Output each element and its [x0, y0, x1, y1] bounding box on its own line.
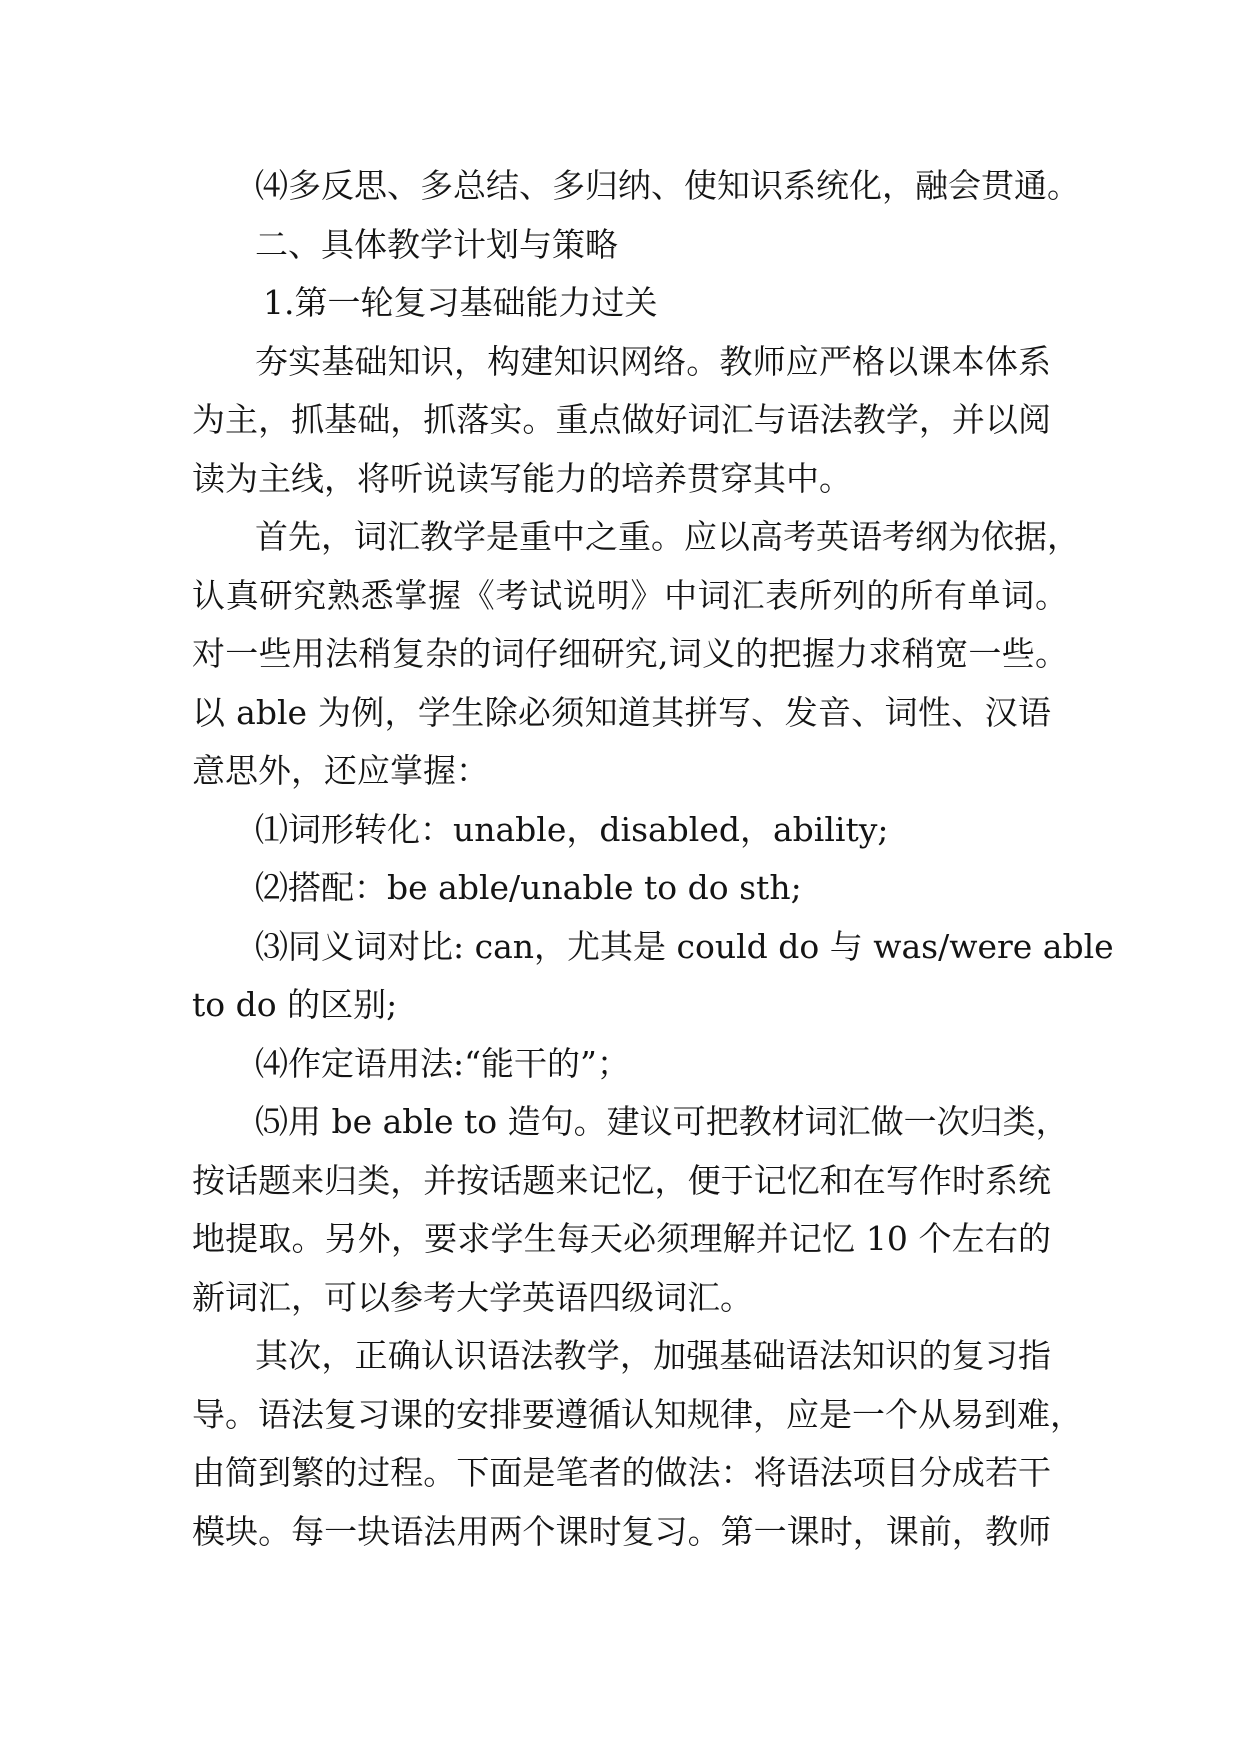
- paragraph: [0, 508, 1241, 801]
- body-line: 认真研究熟悉掌握《考试说明》中词汇表所列的所有单词。: [192, 575, 1068, 615]
- body-line: ⑷作定语用法:“能干的”；: [255, 1043, 630, 1083]
- body-line: 由简到繁的过程。下面是笔者的做法：将语法项目分成若干: [192, 1453, 1051, 1492]
- body-line: 读为主线，将听说读写能力的培养贯穿其中。: [192, 458, 852, 498]
- list-item: [0, 859, 1241, 918]
- body-line: 其次，正确认识语法教学，加强基础语法知识的复习指: [255, 1336, 1051, 1375]
- body-line: ⑵搭配：be able/unable to do sth;: [255, 868, 802, 907]
- list-item: [0, 1093, 1241, 1327]
- heading-line: 1.第一轮复习基础能力过关: [263, 283, 658, 322]
- body-line: ⑷多反思、多总结、多归纳、使知识系统化，融会贯通。: [255, 166, 1080, 205]
- body-line: 夯实基础知识，构建知识网络。教师应严格以课本体系: [255, 341, 1051, 381]
- paragraph: [0, 333, 1241, 509]
- list-item: [0, 801, 1241, 860]
- body-line: 新词汇，可以参考大学英语四级词汇。: [192, 1277, 753, 1317]
- list-item: [0, 1035, 1241, 1094]
- body-text: [0, 157, 1241, 1561]
- body-line: ⑴词形转化：unable，disabled，ability;: [255, 809, 889, 849]
- body-line: 首先，词汇教学是重中之重。应以高考英语考纲为依据，: [255, 517, 1080, 556]
- body-line: 地提取。另外，要求学生每天必须理解并记忆 10 个左右的: [192, 1219, 1051, 1258]
- body-line: ⑶同义词对比: can，尤其是 could do 与 was/were able: [255, 926, 1114, 966]
- subsection-heading: [0, 274, 1241, 333]
- body-line: 以 able 为例，学生除必须知道其拼写、发音、词性、汉语: [192, 692, 1051, 732]
- body-line: ⑸用 be able to 造句。建议可把教材词汇做一次归类，: [255, 1102, 1069, 1141]
- body-line: 对一些用法稍复杂的词仔细研究,词义的把握力求稍宽一些。: [192, 634, 1068, 673]
- list-item: [0, 918, 1241, 1035]
- body-line: 意思外，还应掌握：: [192, 751, 489, 790]
- paragraph: [0, 157, 1241, 216]
- body-line: 模块。每一块语法用两个课时复习。第一课时，课前，教师: [192, 1511, 1051, 1551]
- body-line: to do 的区别;: [192, 985, 398, 1024]
- body-line: 为主，抓基础，抓落实。重点做好词汇与语法教学，并以阅: [192, 400, 1051, 439]
- section-heading: [0, 216, 1241, 275]
- body-line: 导。语法复习课的安排要遵循认知规律，应是一个从易到难，: [192, 1394, 1083, 1434]
- heading-line: 二、具体教学计划与策略: [255, 224, 618, 264]
- paragraph: [0, 1327, 1241, 1561]
- body-line: 按话题来归类，并按话题来记忆，便于记忆和在写作时系统: [192, 1160, 1051, 1200]
